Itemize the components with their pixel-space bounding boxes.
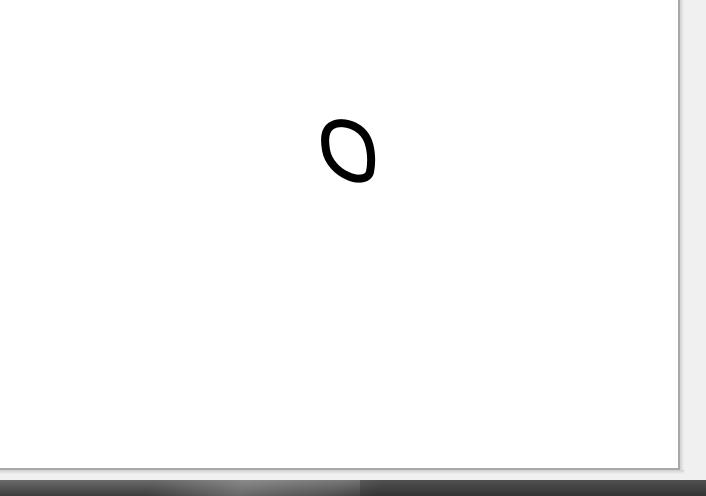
taskbar[interactable]: [0, 480, 706, 496]
hand-drawn-oval-stroke: [325, 123, 371, 178]
taskbar-right-segment: [360, 480, 706, 496]
canvas-shadow-bottom: [0, 470, 684, 474]
canvas-shadow-right: [680, 0, 684, 470]
taskbar-highlight: [144, 480, 385, 496]
